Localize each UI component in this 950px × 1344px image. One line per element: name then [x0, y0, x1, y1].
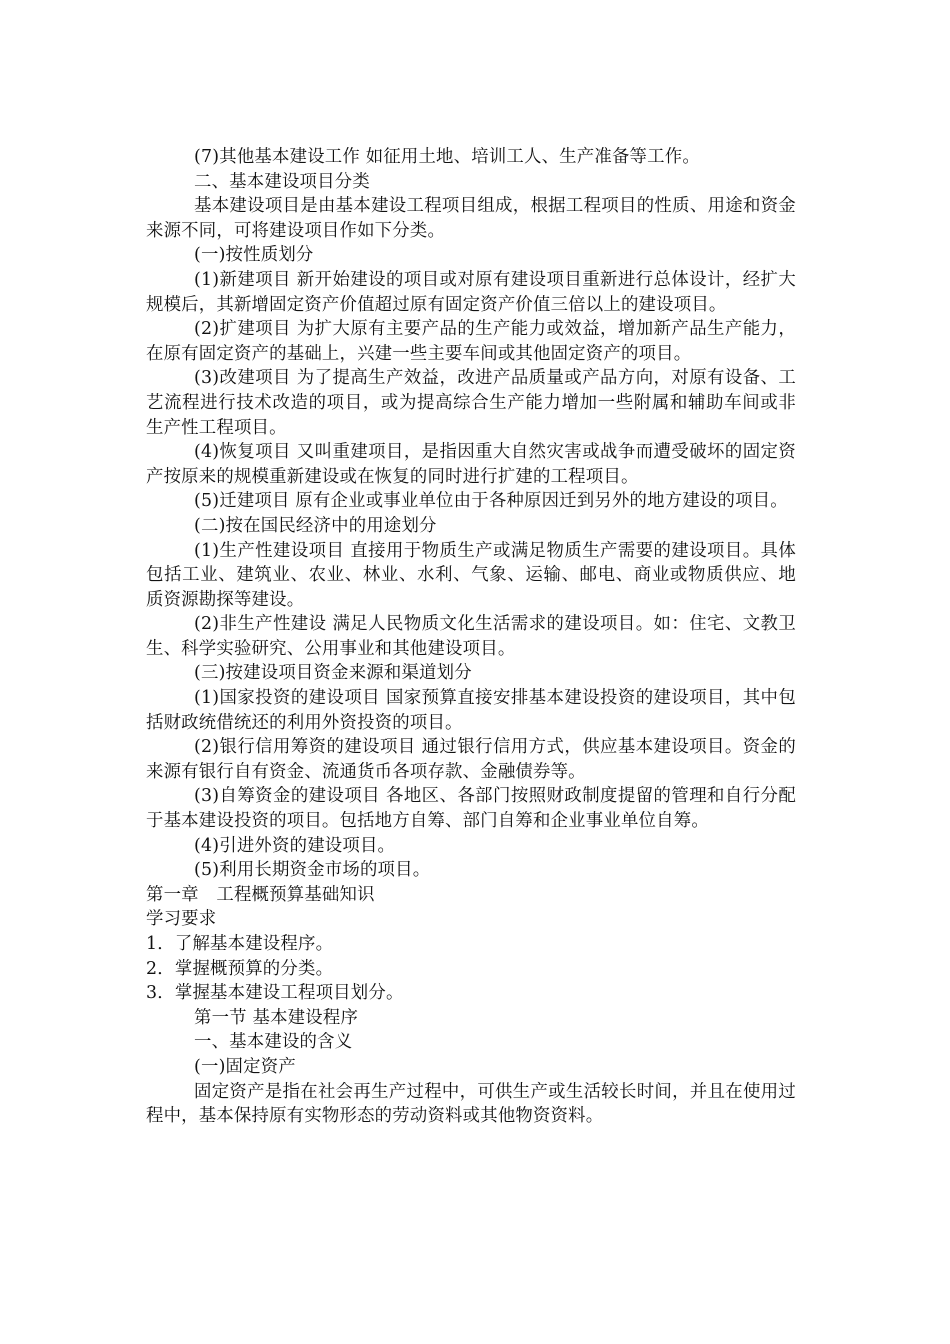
subsection-heading: (一)固定资产 — [194, 1056, 296, 1077]
list-item: 2．掌握概预算的分类。 — [146, 958, 334, 979]
subsection-heading: (一)按性质划分 — [194, 245, 314, 266]
paragraph: (3)改建项目 为了提高生产效益，改进产品质量或产品方向，对原有设备、工艺流程进行技术改造的项目，或为提高综合生产能力增加一些附属和辅助车间或非生产性工程项目。 — [146, 368, 796, 438]
paragraph: (4)引进外资的建设项目。 — [194, 835, 396, 856]
paragraph: 固定资产是指在社会再生产过程中，可供生产或生活较长时间，并且在使用过程中，基本保持原有实物形态的劳动资料或其他物资资料。 — [146, 1081, 796, 1127]
section-heading: 一、基本建设的含义 — [194, 1032, 353, 1053]
paragraph: (3)自筹资金的建设项目 各地区、各部门按照财政制度提留的管理和自行分配于基本建设投资的项目。包括地方自筹、部门自筹和企业事业单位自筹。 — [146, 786, 796, 832]
subsection-heading: (三)按建设项目资金来源和渠道划分 — [194, 663, 472, 684]
list-item: 3．掌握基本建设工程项目划分。 — [146, 983, 404, 1004]
paragraph: (2)非生产性建设 满足人民物质文化生活需求的建设项目。如：住宅、文教卫生、科学实验研究、公用事业和其他建设项目。 — [146, 614, 796, 659]
paragraph: (2)银行信用筹资的建设项目 通过银行信用方式，供应基本建设项目。资金的来源有银行自有资金、流通货币各项存款、金融债券等。 — [146, 737, 796, 782]
paragraph: (5)迁建项目 原有企业或事业单位由于各种原因迁到另外的地方建设的项目。 — [194, 491, 788, 512]
paragraph: (1)生产性建设项目 直接用于物质生产或满足物质生产需要的建设项目。具体包括工业、建筑业、农业、林业、水利、气象、运输、邮电、商业或物质供应、地质资源勘探等建设。 — [146, 540, 796, 610]
section-heading: 二、基本建设项目分类 — [194, 171, 370, 192]
chapter-title: 第一章 工程概预算基础知识 — [146, 884, 375, 905]
learning-requirements-heading: 学习要求 — [146, 909, 217, 930]
paragraph: (5)利用长期资金市场的项目。 — [194, 860, 431, 881]
paragraph: (4)恢复项目 又叫重建项目，是指因重大自然灾害或战争而遭受破坏的固定资产按原来的规模重新建设或在恢复的同时进行扩建的工程项目。 — [146, 442, 796, 487]
paragraph: (2)扩建项目 为扩大原有主要产品的生产能力或效益，增加新产品生产能力，在原有固定资产的基础上，兴建一些主要车间或其他固定资产的项目。 — [146, 319, 796, 364]
paragraph: (7)其他基本建设工作 如征用土地、培训工人、生产准备等工作。 — [194, 147, 700, 167]
paragraph: 基本建设项目是由基本建设工程项目组成，根据工程项目的性质、用途和资金来源不同，可将建设项目作如下分类。 — [146, 196, 796, 241]
subsection-heading: (二)按在国民经济中的用途划分 — [194, 515, 437, 536]
paragraph: (1)国家投资的建设项目 国家预算直接安排基本建设投资的建设项目，其中包括财政统借统还的利用外资投资的项目。 — [146, 688, 796, 733]
paragraph: (1)新建项目 新开始建设的项目或对原有建设项目重新进行总体设计，经扩大规模后，其新增固定资产价值超过原有固定资产价值三倍以上的建设项目。 — [146, 269, 796, 315]
document-body — [146, 145, 796, 1129]
section-title: 第一节 基本建设程序 — [194, 1007, 359, 1028]
list-item: 1．了解基本建设程序。 — [146, 934, 334, 954]
